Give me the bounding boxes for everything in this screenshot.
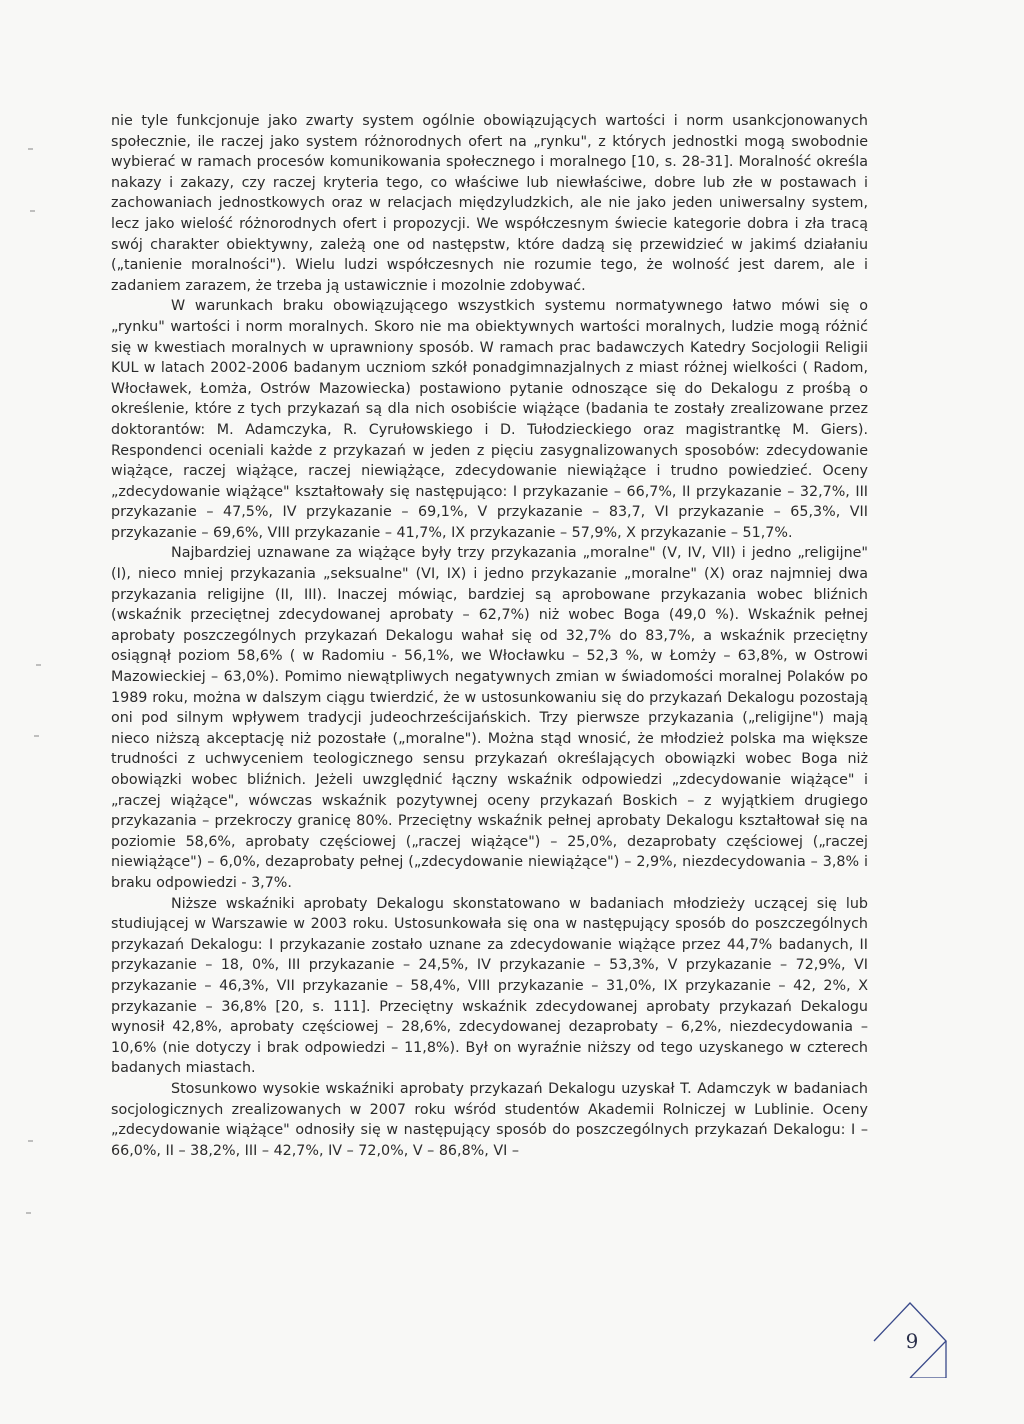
scan-mark bbox=[36, 664, 41, 666]
scan-mark bbox=[28, 1140, 33, 1142]
paragraph: Stosunkowo wysokie wskaźniki aprobaty przykazań Dekalogu uzyskał T. Adamczyk w badaniach socjologicznych zrealizowanych w 2007 roku wśród studentów Akademii Rolniczej w Lublinie. Oceny „zdecydowanie wiążące" odnosiły się w następujący sposób do poszczególnych przykazań Dekalogu: I – 66,0%, II – 38,2%, III – 42,7%, IV – 72,0%, V – 86,8%, VI – bbox=[111, 1080, 868, 1159]
paragraph: Niższe wskaźniki aprobaty Dekalogu skonstatowano w badaniach młodzieży uczącej się lub studiującej w Warszawie w 2003 roku. Ustosunkowała się ona w następujący sposób do poszczególnych przykazań Dekalogu: I przykazanie zostało uznane za zdecydowanie wiążące przez 44,7% badanych, II przykazanie – 18, 0%, III przykazanie – 24,5%, IV przykazanie – 53,3%, V przykazanie – 72,9%, VI przykazanie – 46,3%, VII przykazanie – 58,4%, VIII przykazanie – 31,0%, IX przykazanie – 42, 2%, X przykazanie – 36,8% [20, s. 111]. Przeciętny wskaźnik zdecydowanej aprobaty przykazań Dekalogu wynosił 42,8%, aprobaty częściowej – 28,6%, zdecydowanej dezaprobaty – 6,2%, niezdecydowania – 10,6% (nie dotyczy i brak odpowiedzi – 11,8%). Był on wyraźnie niższy od tego uzyskanego w czterech badanych miastach. bbox=[111, 895, 868, 1077]
scan-mark bbox=[34, 735, 39, 737]
page-number-badge bbox=[870, 1300, 948, 1378]
paragraph: W warunkach braku obowiązującego wszystkich systemu normatywnego łatwo mówi się o „rynku" wartości i norm moralnych. Skoro nie ma obiektywnych wartości moralnych, ludzie mogą różnić się w kwestiach moralnych w uprawniony sposób. W ramach prac badawczych Katedry Socjologii Religii KUL w latach 2002-2006 badanym uczniom szkół ponadgimnazjalnych z miast różnej wielkości ( Radom, Włocławek, Łomża, Ostrów Mazowiecka) postawiono pytanie odnoszące się do Dekalogu z prośbą o określenie, które z tych przykazań są dla nich osobiście wiążące (badania te zostały zrealizowane przez doktorantów: M. Adamczyka, R. Cyrułowskiego i D. Tułodzieckiego oraz magistrantkę M. Giers). Respondenci oceniali każde z przykazań w jeden z pięciu zasygnalizowanych sposobów: zdecydowanie wiążące, raczej wiążące, raczej niewiążące, zdecydowanie niewiążące i trudno powiedzieć. Oceny „zdecydowanie wiążące" kształtowały się następująco: I przykazanie – 66,7%, II przykazanie – 32,7%, III przykazanie – 47,5%, IV przykazanie – 69,1%, V przykazanie – 83,7, VI przykazanie – 65,3%, VII przykazanie – 69,6%, VIII przykazanie – 41,7%, IX przykazanie – 57,9%, X przykazanie – 51,7%. bbox=[111, 298, 868, 541]
scan-mark bbox=[30, 210, 35, 212]
scan-mark bbox=[28, 148, 33, 150]
paragraph: nie tyle funkcjonuje jako zwarty system ogólnie obowiązujących wartości i norm usankcjonowanych społecznie, ile raczej jako system różnorodnych ofert na „rynku", z których jednostki mogą swobodnie wybierać w ramach procesów komunikowania społecznego i moralnego [10, s. 28-31]. Moralność określa nakazy i zakazy, czy raczej kryteria tego, co właściwe lub niewłaściwe, dobre lub złe w postawach i zachowaniach jednostkowych oraz w relacjach międzyludzkich, ale nie jako jeden uniwersalny system, lecz jako wielość różnorodnych ofert i propozycji. We współczesnym świecie kategorie dobra i zła tracą swój charakter obiektywny, zależą one od następstw, które dadzą się przewidzieć w jakimś działaniu („tanienie moralności"). Wielu ludzi współczesnych nie rozumie tego, że wolność jest darem, ale i zadaniem zarazem, że trzeba ją ustawicznie i mozolnie zdobywać. bbox=[111, 113, 868, 294]
body-text bbox=[111, 111, 868, 1161]
page-number: 9 bbox=[905, 1329, 919, 1353]
paragraph: Najbardziej uznawane za wiążące były trzy przykazania „moralne" (V, IV, VII) i jedno „religijne" (I), nieco mniej przykazania „seksualne" (VI, IX) i jedno przykazanie „moralne" (X) oraz najmniej dwa przykazania religijne (II, III). Inaczej mówiąc, bardziej są aprobowane przykazania wobec bliźnich (wskaźnik przeciętnej zdecydowanej aprobaty – 62,7%) niż wobec Boga (49,0 %). Wskaźnik pełnej aprobaty poszczególnych przykazań Dekalogu wahał się od 32,7% do 83,7%, a wskaźnik przeciętny osiągnął poziom 58,6% ( w Radomiu - 56,1%, we Włocławku – 52,3 %, w Łomży – 63,8%, w Ostrowi Mazowieckiej – 63,0%). Pomimo niewątpliwych negatywnych zmian w świadomości moralnej Polaków po 1989 roku, można w dalszym ciągu twierdzić, że w ustosunkowaniu się do przykazań Dekalogu pozostają oni pod silnym wpływem tradycji judeochrześcijańskich. Trzy pierwsze przykazania („religijne") mają nieco niższą akceptację niż pozostałe („moralne"). Można stąd wnosić, że młodzież polska ma większe trudności z uchwyceniem teologicznego sensu przykazań określających obowiązki wobec Boga niż obowiązki wobec bliźnich. Jeżeli uwzględnić łączny wskaźnik odpowiedzi „zdecydowanie wiążące" i „raczej wiążące", wówczas wskaźnik pozytywnej oceny przykazań Boskich – z wyjątkiem drugiego przykazania – przekroczy granicę 80%. Przeciętny wskaźnik pełnej aprobaty Dekalogu kształtował się na poziomie 58,6%, aprobaty częściowej („raczej wiążące") – 25,0%, dezaprobaty częściowej („raczej niewiążące") – 6,0%, dezaprobaty pełnej („zdecydowanie niewiążące") – 2,9%, niezdecydowania – 3,8% i braku odpowiedzi - 3,7%. bbox=[111, 545, 868, 891]
scan-mark bbox=[26, 1212, 31, 1214]
